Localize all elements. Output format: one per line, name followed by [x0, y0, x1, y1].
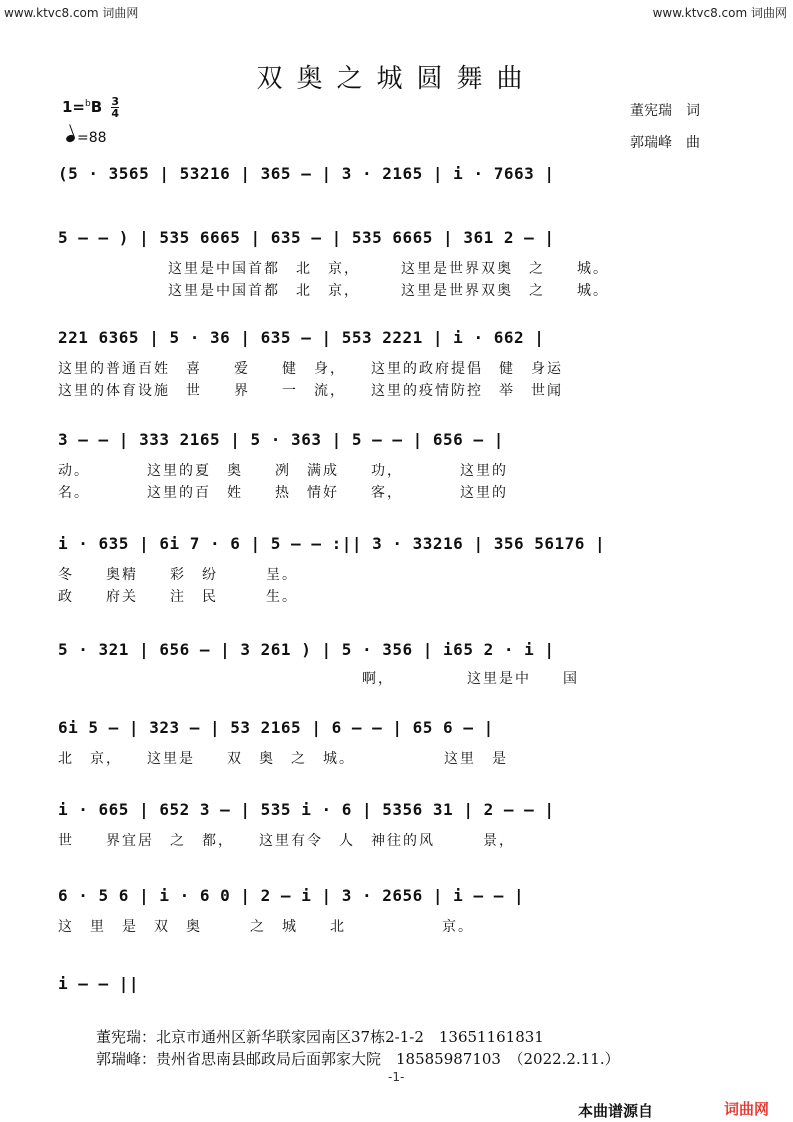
- lyric-line-5-verse-1: 冬 奥精 彩 纷 呈。: [58, 567, 298, 583]
- score-line-2: 5 – – ) | 535 6665 | 635 – | 535 6665 | 361 2 – |: [58, 228, 555, 247]
- score-line-7: 6i 5 – | 323 – | 53 2165 | 6 – – | 65 6 – |: [58, 718, 494, 737]
- site-logo[interactable]: 词曲网: [724, 1100, 770, 1118]
- composer-credit: 郭瑞峰 曲: [630, 135, 700, 151]
- time-bottom: 4: [111, 107, 120, 120]
- score-line-6: 5 · 321 | 656 – | 3 261 ) | 5 · 356 | i65 2 · i |: [58, 640, 555, 659]
- time-signature: [111, 96, 119, 119]
- lyric-line-5-verse-2: 政 府关 注 民 生。: [58, 589, 298, 605]
- score-line-5: i · 635 | 6i 7 · 6 | 5 – – :|| 3 · 33216 | 356 56176 |: [58, 534, 606, 553]
- footer-contact-composer: 郭瑞峰：贵州省思南县邮政局后面郭家大院 18585987103 （2022.2.11.）: [96, 1050, 620, 1068]
- key-prefix: 1=: [62, 98, 86, 116]
- score-line-3: 221 6365 | 5 · 36 | 635 – | 553 2221 | i · 662 |: [58, 328, 545, 347]
- score-line-8: i · 665 | 652 3 – | 535 i · 6 | 5356 31 | 2 – – |: [58, 800, 555, 819]
- score-line-1: (5 · 3565 | 53216 | 365 – | 3 · 2165 | i · 7663 |: [58, 164, 555, 183]
- tempo-marking: [66, 130, 107, 146]
- lyric-line-9: 这 里 是 双 奥 之 城 北 京。: [58, 919, 474, 935]
- lyric-line-3-verse-2: 这里的体育设施 世 界 一 流， 这里的疫情防控 举 世闻: [58, 383, 563, 399]
- lyric-line-4-verse-1: 动。 这里的夏 奥 冽 满成 功， 这里的: [58, 463, 508, 479]
- score-line-4: 3 – – | 333 2165 | 5 · 363 | 5 – – | 656 – |: [58, 430, 504, 449]
- watermark-left: www.ktvc8.com 词曲网: [4, 6, 139, 20]
- source-label: 本曲谱源自: [578, 1102, 654, 1120]
- flat-sign: b: [85, 99, 91, 109]
- time-top: 3: [111, 95, 120, 108]
- tempo-value: =88: [77, 130, 107, 146]
- score-line-9: 6 · 5 6 | i · 6 0 | 2 – i | 3 · 2656 | i – – |: [58, 886, 525, 905]
- lyricist-credit: 董宪瑞 词: [630, 103, 700, 119]
- key-note: B: [90, 98, 103, 116]
- page-title: 双奥之城圆舞曲: [256, 64, 537, 94]
- lyric-line-7: 北 京， 这里是 双 奥 之 城。 这里 是: [58, 751, 508, 767]
- footer-contact-lyricist: 董宪瑞：北京市通州区新华联家园南区37栋2-1-2 13651161831: [96, 1028, 544, 1046]
- score-line-10: i – – ||: [58, 974, 140, 993]
- lyric-line-4-verse-2: 名。 这里的百 姓 热 情好 客， 这里的: [58, 485, 508, 501]
- lyric-line-2-verse-2: 这里是中国首都 北 京， 这里是世界双奥 之 城。: [168, 283, 609, 299]
- quarter-note-icon: [65, 134, 76, 144]
- page-number: -1-: [388, 1070, 405, 1084]
- key-signature: [62, 96, 119, 119]
- lyric-line-8: 世 界宜居 之 都， 这里有令 人 神往的风 景，: [58, 833, 515, 849]
- lyric-line-3-verse-1: 这里的普通百姓 喜 爱 健 身， 这里的政府提倡 健 身运: [58, 361, 563, 377]
- lyric-line-2-verse-1: 这里是中国首都 北 京， 这里是世界双奥 之 城。: [168, 261, 609, 277]
- watermark-right: www.ktvc8.com 词曲网: [652, 6, 787, 20]
- lyric-line-6: 啊， 这里是中 国: [58, 671, 579, 687]
